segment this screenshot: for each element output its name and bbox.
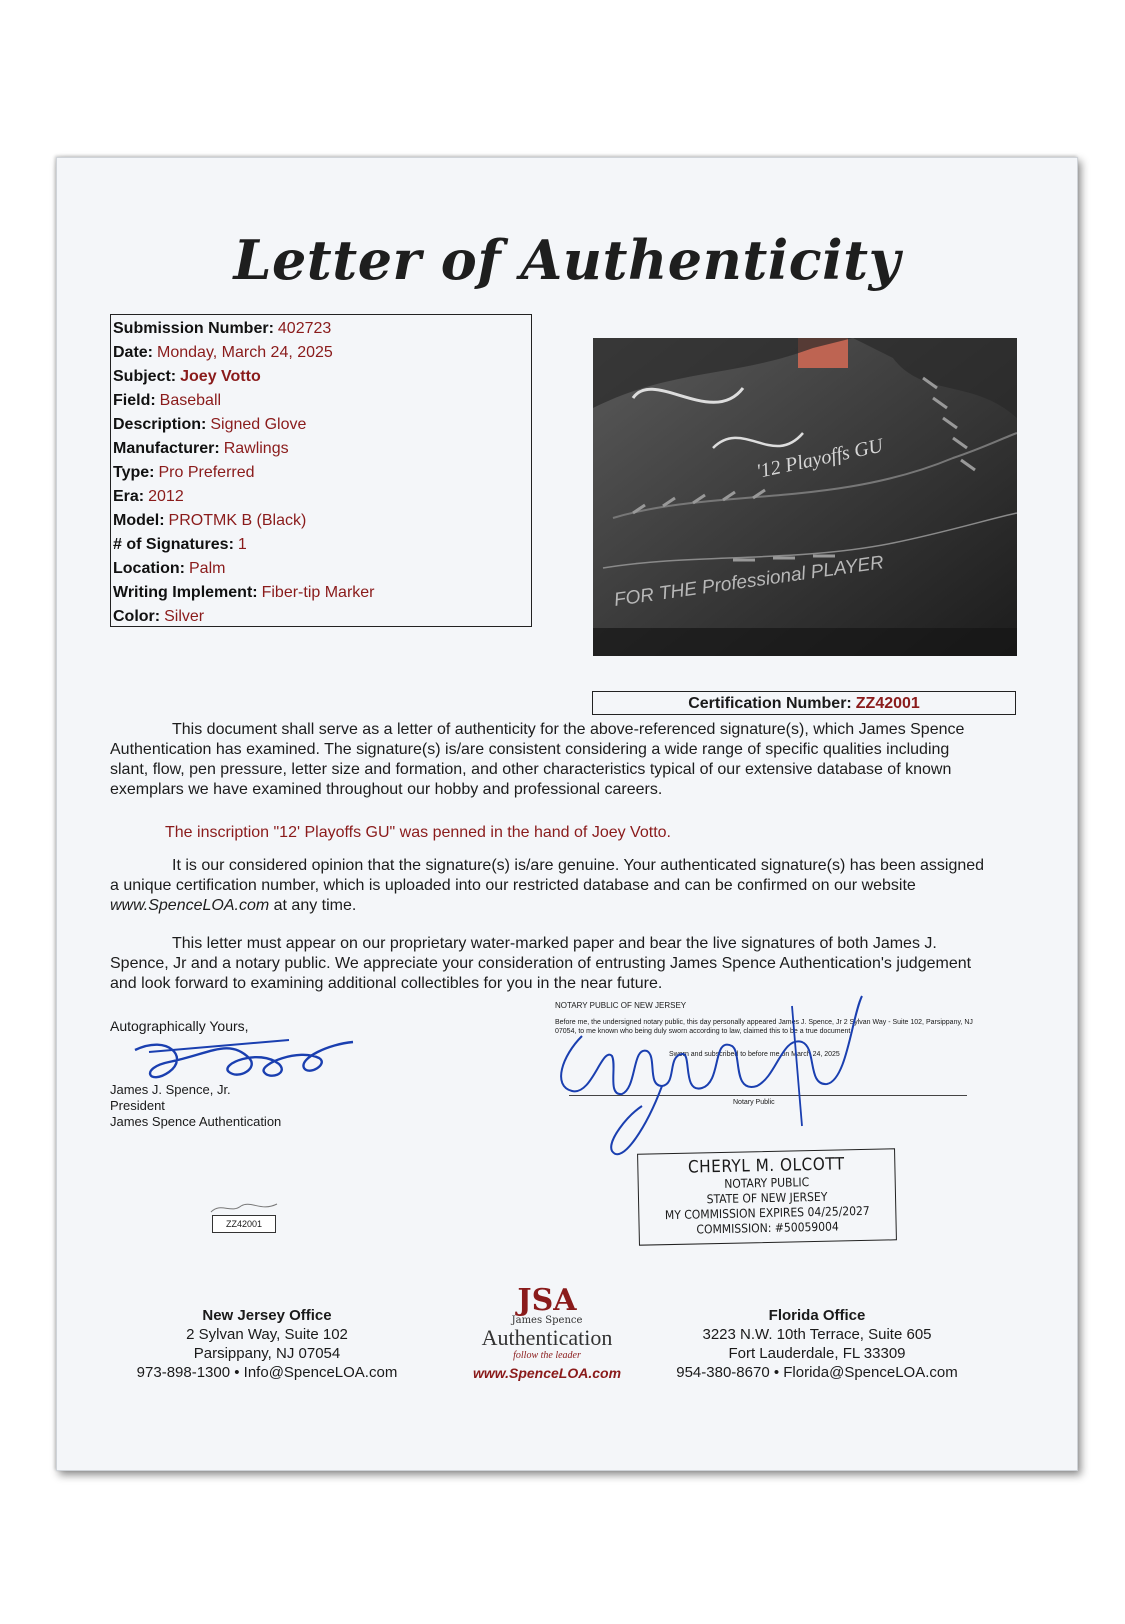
signer-role: President: [110, 1098, 165, 1113]
stamp-line-3: MY COMMISSION EXPIRES 04/25/2027: [664, 1203, 870, 1223]
detail-row: [113, 413, 531, 437]
website-link[interactable]: www.SpenceLOA.com: [110, 897, 270, 914]
glove-stamp-text: FOR THE Professional PLAYER: [612, 552, 886, 611]
opinion-text: It is our considered opinion that the signature(s) is/are genuine. Your authenticated signature(s) has been assigned a unique certification number, which is uploaded into our restricted database and can be confirmed on our website: [110, 857, 985, 894]
detail-value: Signed Glove: [210, 416, 307, 433]
detail-row: [113, 389, 531, 413]
detail-value: 1: [237, 536, 247, 553]
detail-label: Subject:: [113, 368, 177, 385]
detail-row: [113, 557, 531, 581]
certification-sticker: ZZ42001: [212, 1215, 276, 1233]
logo-jsa: JSA: [517, 1283, 577, 1318]
jsa-logo: [447, 1283, 647, 1398]
page-title: Letter of Authenticity: [233, 228, 901, 292]
notary-stamp: [637, 1148, 897, 1245]
paragraph-watermark: This letter must appear on our proprietary water-marked paper and bear the live signatures of both James J. Spence, Jr and a notary public. We appreciate your consideration of entrusting James Spence Authentication's judgement and look forward to examining additional collectibles for you in the near future.: [110, 935, 972, 992]
fl-office-contact: 954-380-8670 • Florida@SpenceLOA.com: [676, 1364, 958, 1381]
detail-value: Silver: [164, 608, 205, 625]
letter-page: [56, 157, 1078, 1471]
certification-number: ZZ42001: [855, 695, 920, 712]
detail-label: Writing Implement:: [113, 584, 258, 601]
glove-illustration: [593, 338, 1017, 656]
detail-row: [113, 365, 531, 389]
spence-signature: [129, 1028, 359, 1088]
nj-office-heading: New Jersey Office: [202, 1307, 332, 1324]
notary-sworn: Sworn and subscribed to before me on March 24, 2025: [669, 1051, 840, 1058]
closing-text: Autographically Yours,: [110, 1018, 249, 1034]
detail-value: Baseball: [159, 392, 222, 409]
certification-label: Certification Number:: [688, 695, 852, 712]
logo-sub: James Spence: [511, 1315, 583, 1326]
stamp-line-4: COMMISSION: #50059004: [696, 1219, 839, 1237]
detail-label: Era:: [113, 488, 145, 505]
detail-label: Description:: [113, 416, 207, 433]
logo-authentication: Authentication: [481, 1325, 613, 1350]
opinion-text-end: at any time.: [269, 897, 357, 914]
detail-label: Type:: [113, 464, 155, 481]
detail-value: 402723: [277, 320, 332, 337]
detail-value: PROTMK B (Black): [168, 512, 307, 529]
notary-heading: NOTARY PUBLIC OF NEW JERSEY: [555, 1001, 687, 1010]
detail-label: Color:: [113, 608, 161, 625]
detail-row: [113, 341, 531, 365]
detail-value: Pro Preferred: [158, 464, 255, 481]
detail-row: [113, 533, 531, 557]
notary-statement: Before me, the undersigned notary public, this day personally appeared James J. Spence, Jr 2 Sylvan Way - Suite 102, Parsippany, NJ 07054, to me known who being duly sworn according to law, claimed this to be a true document.: [555, 1019, 973, 1035]
fl-office-heading: Florida Office: [768, 1307, 866, 1324]
certification-box: [592, 691, 1016, 715]
logo-url[interactable]: www.SpenceLOA.com: [472, 1365, 622, 1381]
fl-office: [662, 1306, 972, 1382]
detail-row: [113, 605, 531, 629]
stamp-name: CHERYL M. OLCOTT: [687, 1154, 845, 1178]
notary-signature: [552, 976, 882, 1176]
detail-value: Monday, March 24, 2025: [157, 344, 333, 361]
logo-tagline: follow the leader: [513, 1350, 581, 1361]
detail-row: [113, 509, 531, 533]
nj-office-address: 2 Sylvan Way, Suite 102: [186, 1326, 348, 1343]
detail-value: Fiber-tip Marker: [261, 584, 375, 601]
detail-row: [113, 317, 531, 341]
detail-value: 2012: [148, 488, 184, 505]
detail-label: Manufacturer:: [113, 440, 220, 457]
detail-label: Field:: [113, 392, 156, 409]
glove-inscription: '12 Playoffs GU: [754, 434, 885, 483]
stamp-line-2: STATE OF NEW JERSEY: [706, 1189, 828, 1207]
detail-value: Rawlings: [223, 440, 289, 457]
nj-office-city: Parsippany, NJ 07054: [193, 1345, 341, 1362]
glove-photo: [593, 338, 1017, 656]
nj-office: [117, 1306, 417, 1382]
detail-row: [113, 581, 531, 605]
signer-name: James J. Spence, Jr.: [110, 1082, 231, 1097]
detail-row: [113, 437, 531, 461]
inscription-note: The inscription "12' Playoffs GU" was penned in the hand of Joey Votto.: [165, 824, 671, 841]
detail-value: Palm: [189, 560, 226, 577]
detail-row: [113, 485, 531, 509]
fl-office-address: 3223 N.W. 10th Terrace, Suite 605: [702, 1326, 932, 1343]
paragraph-opinion: [110, 856, 990, 916]
detail-label: Date:: [113, 344, 154, 361]
details-box: [110, 314, 532, 627]
signer-block: [110, 1082, 281, 1130]
nj-office-contact: 973-898-1300 • Info@SpenceLOA.com: [136, 1364, 398, 1381]
stamp-line-1: NOTARY PUBLIC: [724, 1175, 810, 1191]
detail-label: # of Signatures:: [113, 536, 234, 553]
detail-label: Submission Number:: [113, 320, 274, 337]
paragraph-intro: This document shall serve as a letter of authenticity for the above-referenced signature(s), which James Spence Authentication has examined. The signature(s) is/are consistent considering a wide range of specific qualities including slant, flow, pen pressure, letter size and formation, and other characteristics typical of our extensive database of known exemplars we have examined throughout our hobby and professional careers.: [110, 721, 965, 798]
notary-line-caption: Notary Public: [733, 1099, 775, 1106]
detail-label: Location:: [113, 560, 185, 577]
fl-office-city: Fort Lauderdale, FL 33309: [728, 1345, 906, 1362]
signer-company: James Spence Authentication: [110, 1114, 282, 1129]
detail-row: [113, 461, 531, 485]
detail-value: Joey Votto: [180, 368, 261, 385]
detail-label: Model:: [113, 512, 165, 529]
